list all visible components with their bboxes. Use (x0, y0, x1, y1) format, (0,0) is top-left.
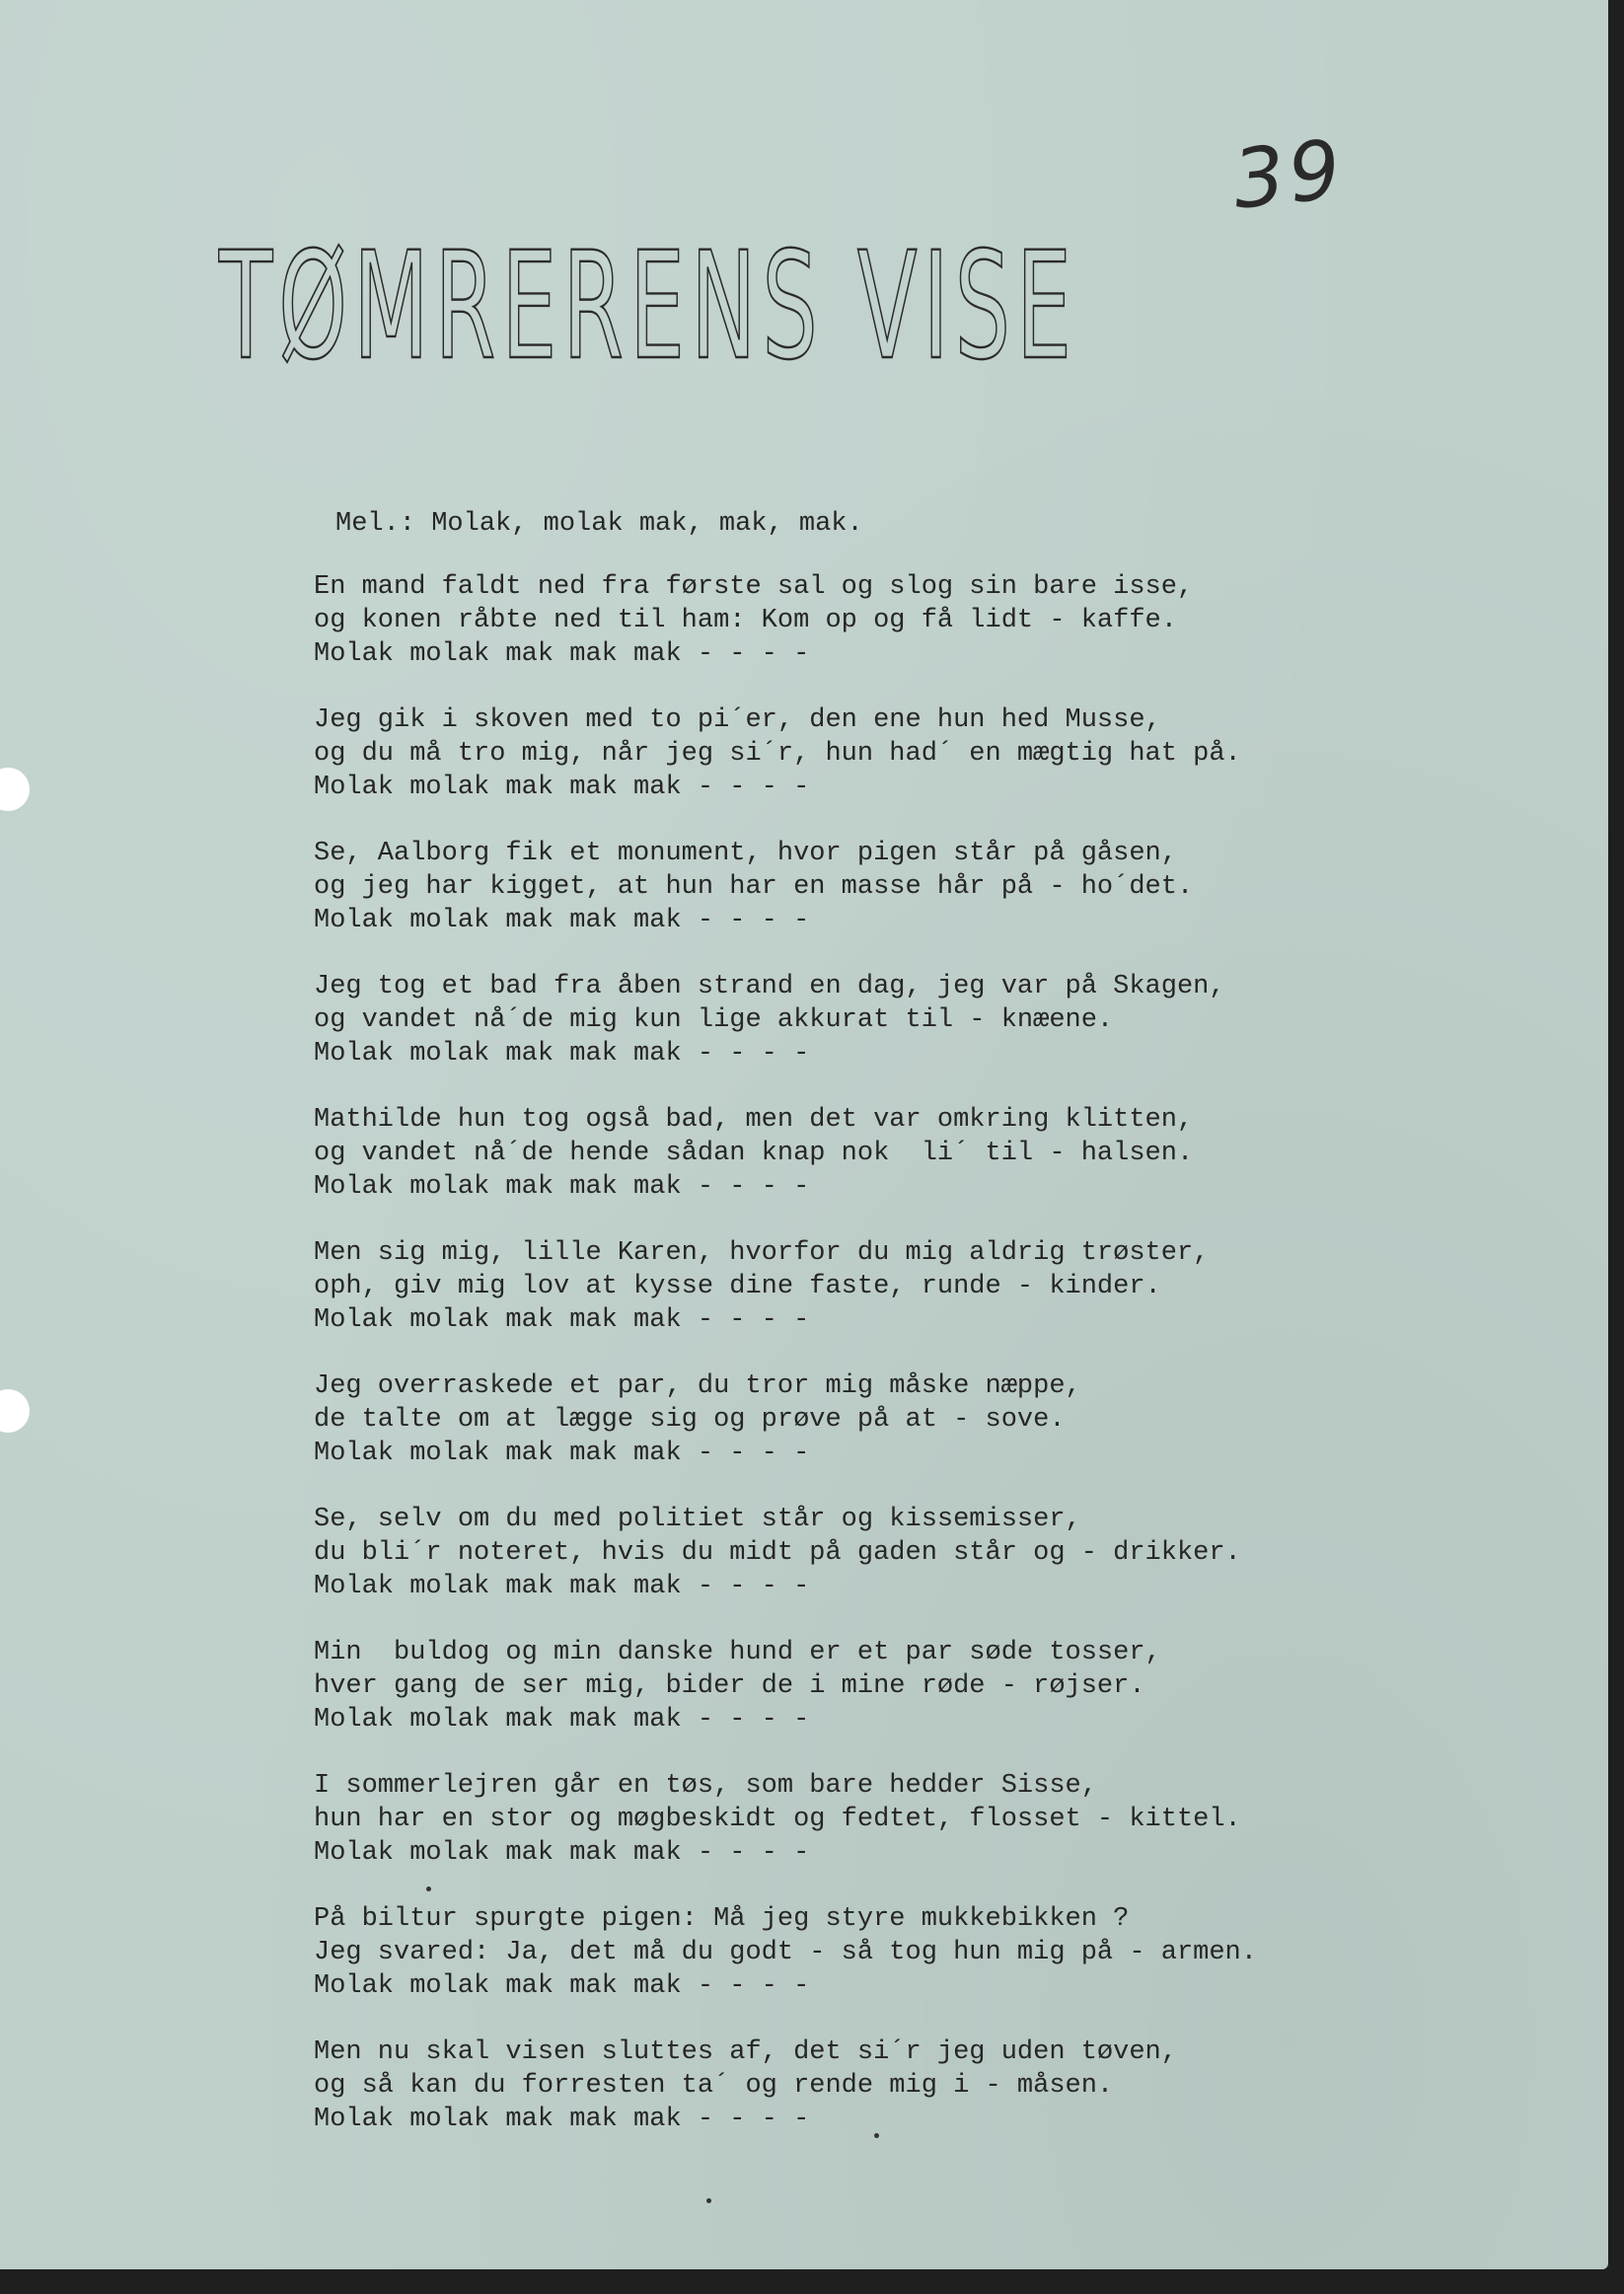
refrain-line: Molak molak mak mak mak - - - - (314, 1705, 810, 1735)
refrain-line: Molak molak mak mak mak - - - - (314, 1305, 810, 1335)
stencil-title-graphic (218, 221, 1107, 393)
verse-line: Se, selv om du med politiet står og kissemisser, (314, 1505, 1081, 1534)
verse-line: På biltur spurgte pigen: Må jeg styre mukkebikken ? (314, 1904, 1130, 1934)
song-title-text: TØMRERENS VISE (218, 221, 1078, 393)
verse (314, 570, 1399, 671)
refrain-line: Molak molak mak mak mak - - - - (314, 1971, 810, 2001)
punch-hole (0, 768, 30, 811)
verse (314, 703, 1399, 804)
verse-line: I sommerlejren går en tøs, som bare hedder Sisse, (314, 1771, 1097, 1801)
ink-speck (426, 1887, 431, 1891)
verse-line: Jeg gik i skoven med to pi´er, den ene hun hed Musse, (314, 705, 1161, 735)
refrain-line: Molak molak mak mak mak - - - - (314, 1172, 810, 1202)
ink-speck (706, 2198, 711, 2203)
verses-container (314, 570, 1399, 2169)
verse (314, 1369, 1399, 1470)
verse-line: og jeg har kigget, at hun har en masse hår på - ho´det. (314, 872, 1194, 902)
verse-line: Jeg svared: Ja, det må du godt - så tog hun mig på - armen. (314, 1938, 1257, 1967)
verse-line: Se, Aalborg fik et monument, hvor pigen står på gåsen, (314, 839, 1177, 868)
verse-line: og så kan du forresten ta´ og rende mig i - måsen. (314, 2071, 1114, 2101)
refrain-line: Molak molak mak mak mak - - - - (314, 1039, 810, 1069)
verse (314, 1503, 1399, 1603)
verse-line: Min buldog og min danske hund er et par søde tosser, (314, 1638, 1161, 1667)
verse-line: Mathilde hun tog også bad, men det var omkring klitten, (314, 1105, 1194, 1135)
verse (314, 1103, 1399, 1204)
verse (314, 1902, 1399, 2003)
verse-line: Jeg tog et bad fra åben strand en dag, jeg var på Skagen, (314, 972, 1225, 1001)
verse-line: oph, giv mig lov at kysse dine faste, runde - kinder. (314, 1272, 1161, 1301)
verse-line: og vandet nå´de hende sådan knap nok li´ til - halsen. (314, 1139, 1194, 1168)
verse (314, 1769, 1399, 1870)
verse (314, 970, 1399, 1071)
verse-line: Men nu skal visen sluttes af, det si´r jeg uden tøven, (314, 2037, 1177, 2067)
verse-line: hun har en stor og møgbeskidt og fedtet, flosset - kittel. (314, 1805, 1241, 1834)
refrain-line: Molak molak mak mak mak - - - - (314, 639, 810, 669)
verse-line: og du må tro mig, når jeg si´r, hun had´ en mægtig hat på. (314, 739, 1241, 769)
verse-line: hver gang de ser mig, bider de i mine røde - røjser. (314, 1671, 1145, 1701)
ink-speck (874, 2133, 879, 2138)
verse-line: Jeg overraskede et par, du tror mig måske næppe, (314, 1371, 1081, 1401)
verse-line: du bli´r noteret, hvis du midt på gaden står og - drikker. (314, 1538, 1241, 1568)
verse-line: og konen råbte ned til ham: Kom op og få lidt - kaffe. (314, 606, 1177, 635)
refrain-line: Molak molak mak mak mak - - - - (314, 1572, 810, 1601)
refrain-line: Molak molak mak mak mak - - - - (314, 1439, 810, 1468)
handwritten-page-number: 39 (1228, 122, 1350, 228)
verse-line: En mand faldt ned fra første sal og slog sin bare isse, (314, 572, 1194, 602)
verse-line: Men sig mig, lille Karen, hvorfor du mig aldrig trøster, (314, 1238, 1210, 1268)
refrain-line: Molak molak mak mak mak - - - - (314, 2105, 810, 2134)
verse (314, 1636, 1399, 1737)
punch-hole (0, 1389, 30, 1433)
verse-line: og vandet nå´de mig kun lige akkurat til - knæene. (314, 1005, 1114, 1035)
song-title (218, 221, 1107, 393)
refrain-line: Molak molak mak mak mak - - - - (314, 773, 810, 802)
melody-note: Mel.: Molak, molak mak, mak, mak. (335, 509, 863, 539)
refrain-line: Molak molak mak mak mak - - - - (314, 1838, 810, 1868)
refrain-line: Molak molak mak mak mak - - - - (314, 906, 810, 935)
verse-line: de talte om at lægge sig og prøve på at - sove. (314, 1405, 1066, 1435)
verse (314, 837, 1399, 937)
verse (314, 1236, 1399, 1337)
verse (314, 2035, 1399, 2136)
